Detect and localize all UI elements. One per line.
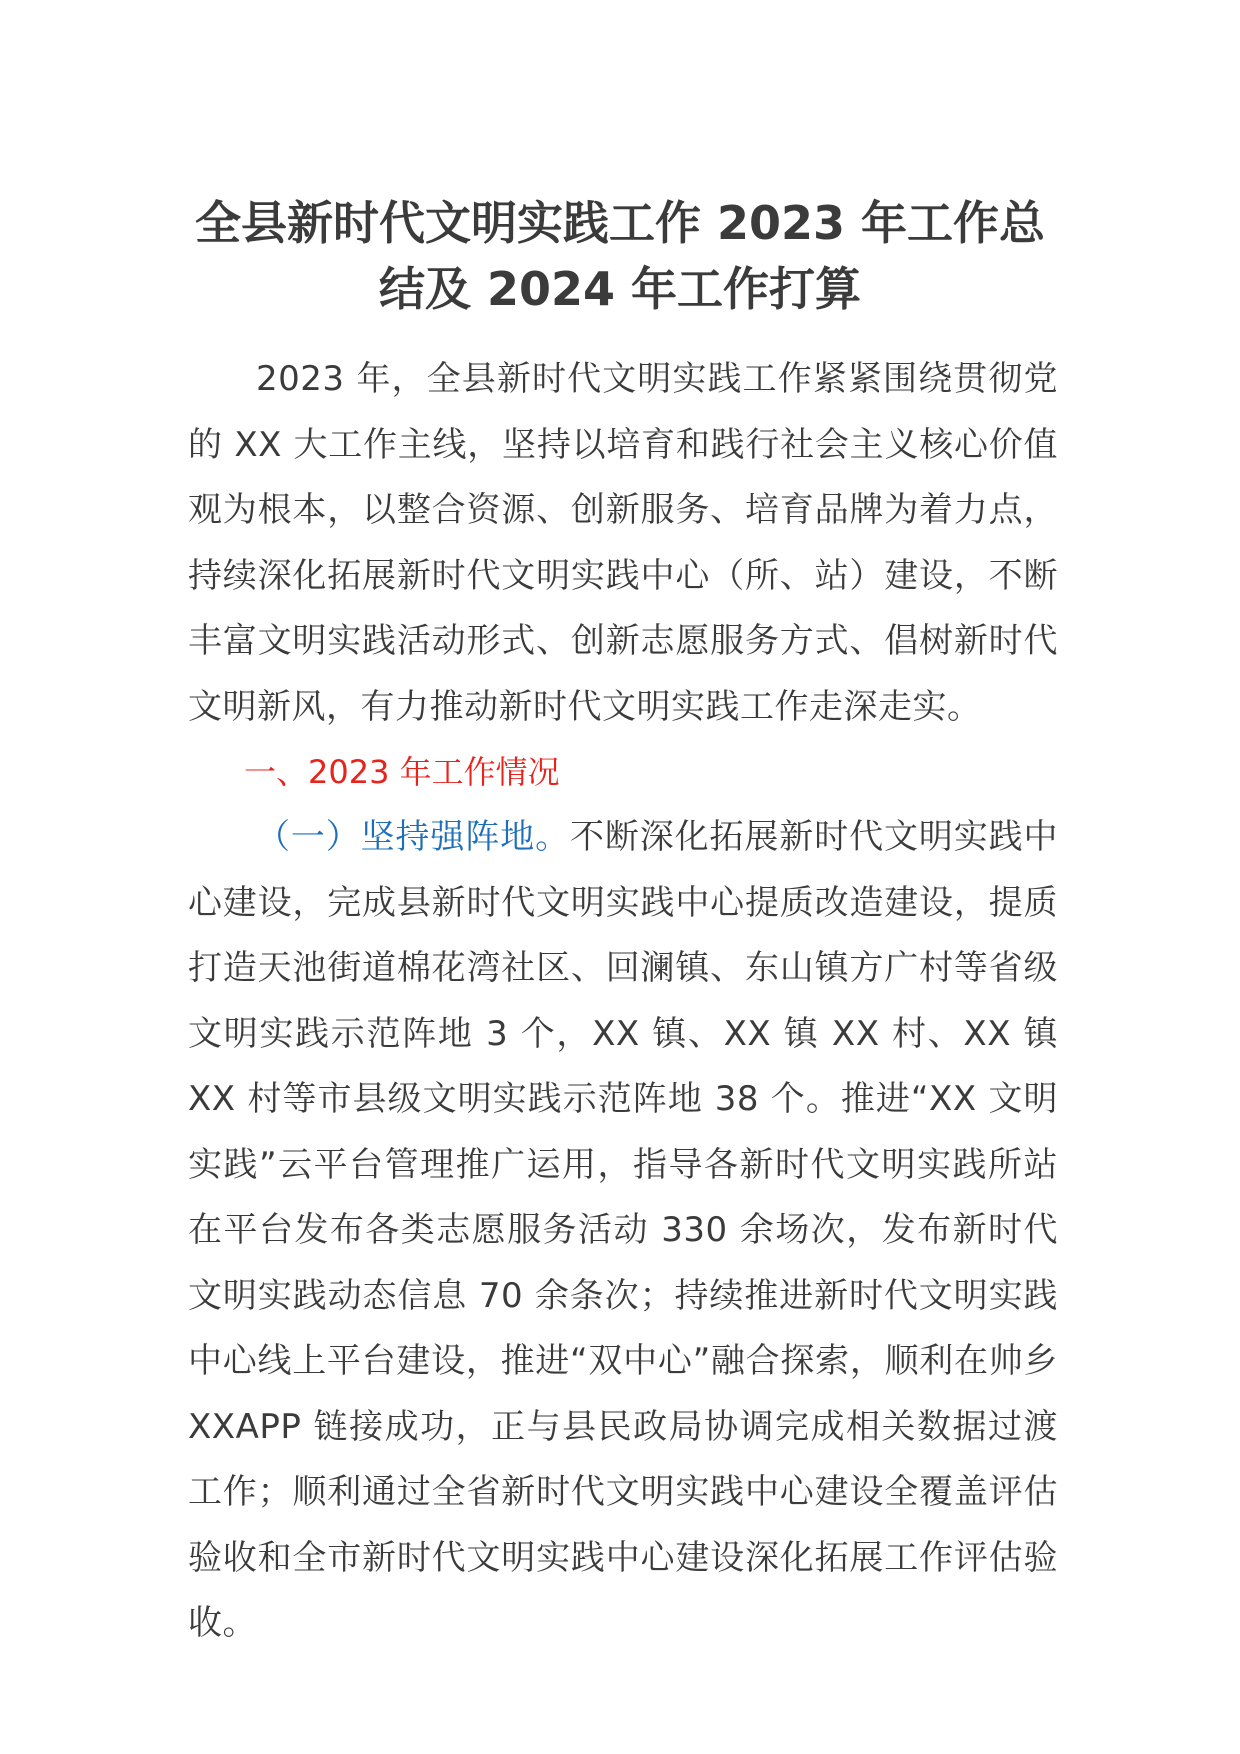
- item-body-text: 不断深化拓展新时代文明实践中心建设，完成县新时代文明实践中心提质改造建设，提质打造天池街道棉花湾社区、回澜镇、东山镇方广村等省级文明实践示范阵地 3 个，XX 镇、XX 镇 XX 村、XX 镇 XX 村等市县级文明实践示范阵地 38 个。推进“XX 文明实践”云平台管理推广运用，指导各新时代文明实践所站在平台发布各类志愿服务活动 330 余场次，发布新时代文明实践动态信息 70 余条次；持续推进新时代文明实践中心线上平台建设，推进“双中心”融合探索，顺利在帅乡 XXAPP 链接成功，正与县民政局协调完成相关数据过渡工作；顺利通过全省新时代文明实践中心建设全覆盖评估验收和全市新时代文明实践中心建设深化拓展工作评估验收。: [188, 817, 1059, 1643]
- item-sub-heading: （一）坚持强阵地。: [256, 817, 570, 857]
- item-paragraph-strengthen-positions: [188, 805, 1058, 1657]
- intro-paragraph: 2023 年，全县新时代文明实践工作紧紧围绕贯彻党的 XX 大工作主线，坚持以培育和践行社会主义核心价值观为根本，以整合资源、创新服务、培育品牌为着力点，持续深化拓展新时代文明实践中心（所、站）建设，不断丰富文明实践活动形式、创新志愿服务方式、倡树新时代文明新风，有力推动新时代文明实践工作走深走实。: [188, 359, 1058, 727]
- section-heading-2023-work: 一、2023 年工作情况: [244, 753, 560, 791]
- document-title: 全县新时代文明实践工作 2023 年工作总结及 2024 年工作打算: [194, 196, 1046, 316]
